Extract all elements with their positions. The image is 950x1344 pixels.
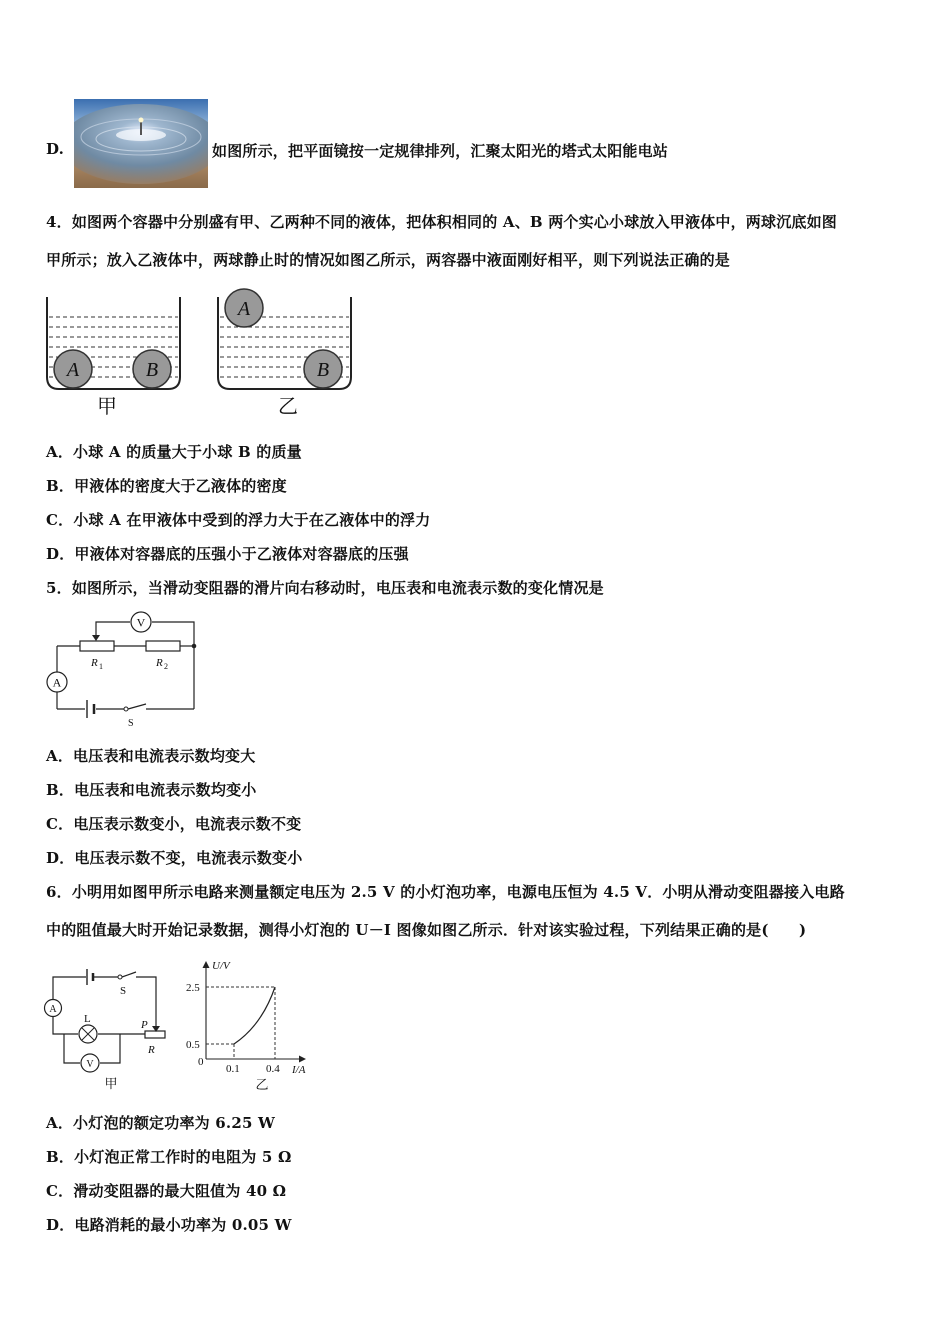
origin-label: 0: [198, 1056, 204, 1068]
rheostat: [145, 1031, 165, 1038]
q3-option-d-label: D.: [46, 140, 65, 158]
ball-a-jia-label: A: [66, 359, 80, 381]
ball-b-jia-label: B: [145, 359, 159, 381]
q5-circuit-figure: [44, 608, 209, 733]
y-axis-label: U/V: [212, 960, 230, 972]
ammeter-label: A: [52, 675, 62, 690]
y-tick-0.5: 0.5: [186, 1039, 200, 1051]
q6-option-b: B．小灯泡正常工作时的电阻为 5 Ω: [46, 1148, 292, 1166]
q3-option-d-text: 如图所示，把平面镜按一定规律排列，汇聚太阳光的塔式太阳能电站: [212, 142, 669, 160]
q6-stem-line2: 中的阻值最大时开始记录数据，测得小灯泡的 U－I 图像如图乙所示．针对该实验过程，下列结果正确的是( ): [46, 921, 807, 939]
r2-subscript: 2: [164, 662, 168, 671]
r2-label: R: [156, 657, 163, 669]
x-axis-label: I/A: [292, 1064, 306, 1076]
q6-stem-line1: 6．小明用如图甲所示电路来测量额定电压为 2.5 V 的小灯泡功率，电源电压恒为 4.5 V．小明从滑动变阻器接入电路: [46, 883, 845, 901]
rheostat-label: R: [148, 1044, 155, 1056]
q4-option-d: D．甲液体对容器底的压强小于乙液体对容器底的压强: [46, 545, 409, 563]
solar-tower-photo: [74, 99, 208, 188]
x-axis-arrow-icon: [299, 1056, 306, 1063]
q5-stem: 5．如图所示，当滑动变阻器的滑片向右移动时，电压表和电流表示数的变化情况是: [46, 579, 604, 597]
q4-stem-line1: 4．如图两个容器中分别盛有甲、乙两种不同的液体，把体积相同的 A、B 两个实心小球放入甲液体中，两球沉底如图: [46, 213, 838, 231]
container-yi: [218, 289, 351, 418]
q6-option-c: C．滑动变阻器的最大阻值为 40 Ω: [46, 1182, 287, 1200]
r1-subscript: 1: [99, 662, 103, 671]
q5-option-d: D．电压表示数不变，电流表示数变小: [46, 849, 303, 867]
q4-option-c: C．小球 A 在甲液体中受到的浮力大于在乙液体中的浮力: [46, 511, 431, 529]
ball-b-yi-label: B: [316, 359, 330, 381]
q6-option-d: D．电路消耗的最小功率为 0.05 W: [46, 1216, 292, 1234]
switch-icon: [118, 975, 122, 979]
u-i-curve: [234, 987, 275, 1044]
slider-arrow-icon: [92, 635, 100, 641]
q6-circuit-figure: [40, 960, 175, 1095]
q5-option-c: C．电压表示数变小，电流表示数不变: [46, 815, 302, 833]
junction-dot: [192, 644, 197, 649]
voltmeter-label: V: [86, 1059, 94, 1070]
y-tick-2.5: 2.5: [186, 982, 200, 994]
lamp-label: L: [84, 1013, 91, 1025]
label-jia: 甲: [97, 396, 117, 418]
q4-option-a: A．小球 A 的质量大于小球 B 的质量: [46, 443, 302, 461]
circuit-caption: 甲: [104, 1076, 118, 1091]
label-yi: 乙: [278, 396, 298, 418]
y-axis-arrow-icon: [203, 961, 210, 968]
slider-label: P: [141, 1019, 148, 1031]
q4-option-b: B．甲液体的密度大于乙液体的密度: [46, 477, 287, 495]
q5-option-b: B．电压表和电流表示数均变小: [46, 781, 257, 799]
switch-icon: [124, 707, 128, 711]
q6-option-a: A．小灯泡的额定功率为 6.25 W: [46, 1114, 276, 1132]
q5-option-a: A．电压表和电流表示数均变大: [46, 747, 256, 765]
x-tick-0.1: 0.1: [226, 1063, 240, 1075]
ball-a-yi-label: A: [237, 298, 251, 320]
graph-caption: 乙: [255, 1077, 269, 1092]
switch-label: S: [128, 718, 134, 729]
solar-tower-image: [74, 99, 208, 188]
q6-graph-figure: [182, 955, 317, 1095]
resistor-r2: [146, 641, 180, 651]
r1-label: R: [91, 657, 98, 669]
container-jia: [47, 297, 180, 418]
resistor-r1: [80, 641, 114, 651]
ammeter-label: A: [49, 1004, 57, 1015]
x-tick-0.4: 0.4: [266, 1063, 280, 1075]
voltmeter-label: V: [136, 615, 146, 630]
q4-stem-line2: 甲所示；放入乙液体中，两球静止时的情况如图乙所示，两容器中液面刚好相平，则下列说法正确的是: [46, 251, 731, 269]
q4-containers-figure: [40, 285, 370, 420]
switch-label: S: [120, 985, 127, 997]
